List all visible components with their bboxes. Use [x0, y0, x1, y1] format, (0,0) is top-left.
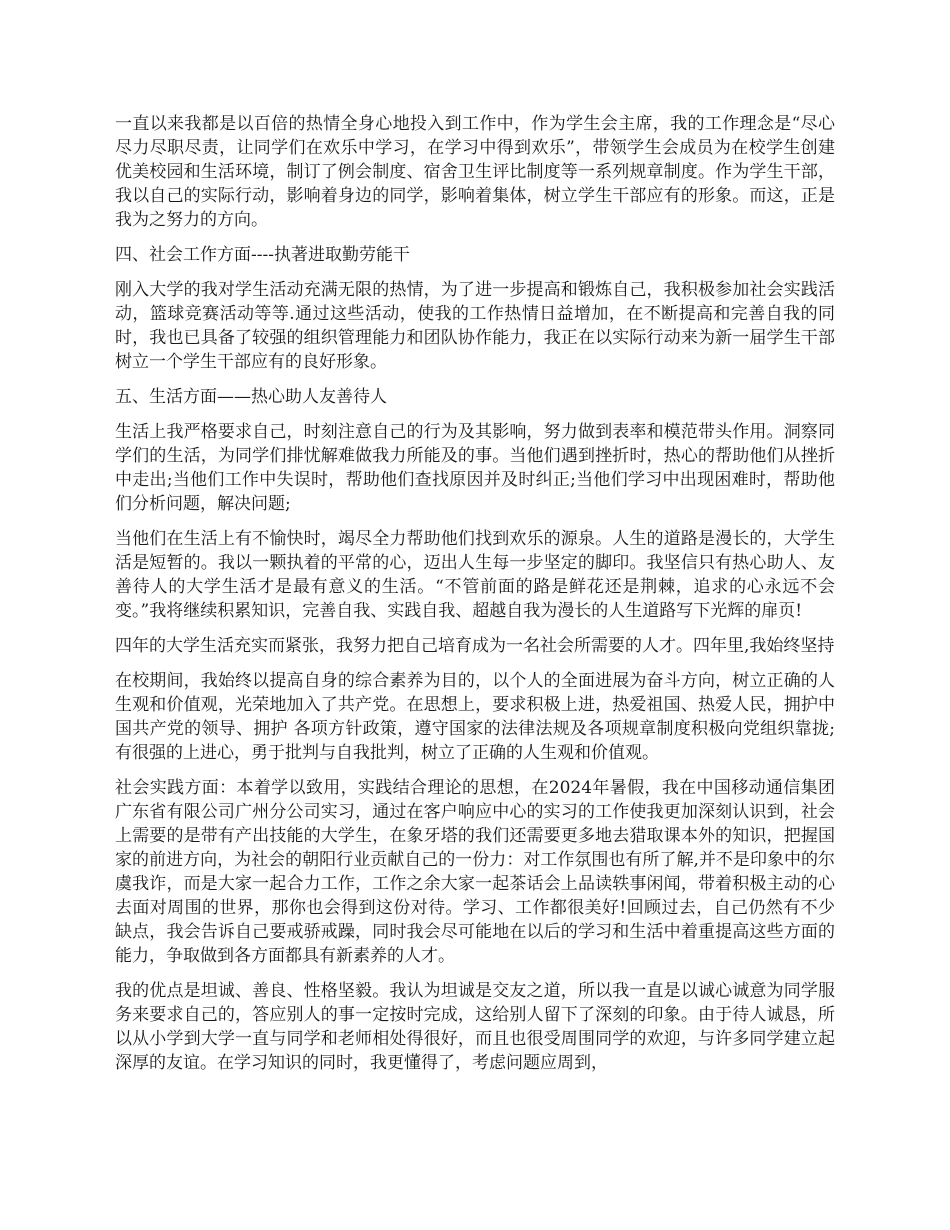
document-page: [115, 112, 835, 1086]
paragraph-strengths: 我的优点是坦诚、善良、性格坚毅。我认为坦诚是交友之道，所以我一直是以诚心诚意为同学服务来要求自己的，答应别人的事一定按时完成，这给别人留下了深刻的印象。由于待人诚恳，所以从小学到大学一直与同学和老师相处得很好，而且也很受周围同学的欢迎，与许多同学建立起深厚的友谊。在学习知识的同时，我更懂得了，考虑问题应周到，: [115, 981, 835, 1073]
paragraph-four-years: 四年的大学生活充实而紧张，我努力把自己培育成为一名社会所需要的人才。四年里,我始终坚持: [115, 636, 835, 656]
paragraph-life-joy: 当他们在生活上有不愉快时，竭尽全力帮助他们找到欢乐的源泉。人生的道路是漫长的，大学生活是短暂的。我以一颗执着的平常的心，迈出人生每一步坚定的脚印。我坚信只有热心助人、友善待人的大学生活才是最有意义的生活。“不管前面的路是鲜花还是荆棘，追求的心永远不会变。”我将继续积累知识，完善自我、实践自我、超越自我为漫长的人生道路写下光辉的扉页!: [115, 529, 835, 621]
heading-life: 五、生活方面——热心助人友善待人: [115, 387, 387, 407]
paragraph-social-practice: 社会实践方面：本着学以致用，实践结合理论的思想，在2024年暑假，我在中国移动通信集团广东省有限公司广州分公司实习，通过在客户响应中心的实习的工作使我更加深刻认识到，社会上需要的是带有产出技能的大学生，在象牙塔的我们还需要更多地去猎取课本外的知识，把握国家的前进方向，为社会的朝阳行业贡献自己的一份力：对工作氛围也有所了解,并不是印象中的尔虞我诈，而是大家一起合力工作，工作之余大家一起茶话会上品读轶事闲闻，带着积极主动的心去面对周围的世界，那你也会得到这份对待。学习、工作都很美好!回顾过去，自己仍然有不少缺点，我会告诉自己要戒骄戒躁，同时我会尽可能地在以后的学习和生活中着重提高这些方面的能力，争取做到各方面都具有新素养的人才。: [115, 778, 835, 966]
paragraph-on-campus: 在校期间，我始终以提高自身的综合素养为目的，以个人的全面进展为奋斗方向，树立正确的人生观和价值观，光荣地加入了共产党。在思想上，要求积极上进，热爱祖国、热爱人民，拥护中国共产党的领导、拥护 各项方针政策，遵守国家的法律法规及各项规章制度积极向党组织靠拢;有很强的上进心，勇于批判与自我批判，树立了正确的人生观和价值观。: [115, 671, 835, 763]
heading-social-work: 四、社会工作方面----执著进取勤劳能干: [115, 245, 410, 265]
paragraph-student-union-work: 一直以来我都是以百倍的热情全身心地投入到工作中，作为学生会主席，我的工作理念是“尽心 尽力尽职尽责，让同学们在欢乐中学习，在学习中得到欢乐”，带领学生会成员为在校学生创建优美校园和生活环境，制订了例会制度、宿舍卫生评比制度等一系列规章制度。作为学生干部，我以自己的实际行动，影响着身边的同学，影响着集体，树立学生干部应有的形象。而这，正是我为之努力的方向。: [115, 114, 835, 230]
paragraph-social-work: 刚入大学的我对学生活动充满无限的热情，为了进一步提高和锻炼自己，我积极参加社会实践活动，篮球竞赛活动等等.通过这些活动，使我的工作热情日益增加，在不断提高和完善自我的同时，我也已具备了较强的组织管理能力和团队协作能力，我正在以实际行动来为新一届学生干部树立一个学生干部应有的良好形象。: [115, 280, 835, 372]
paragraph-life-help: 生活上我严格要求自己，时刻注意自己的行为及其影响，努力做到表率和模范带头作用。洞察同学们的生活，为同学们排忧解难做我力所能及的事。当他们遇到挫折时，热心的帮助他们从挫折中走出;当他们工作中失误时，帮助他们查找原因并及时纠正;当他们学习中出现困难时，帮助他们分析问题，解决问题;: [115, 422, 835, 514]
